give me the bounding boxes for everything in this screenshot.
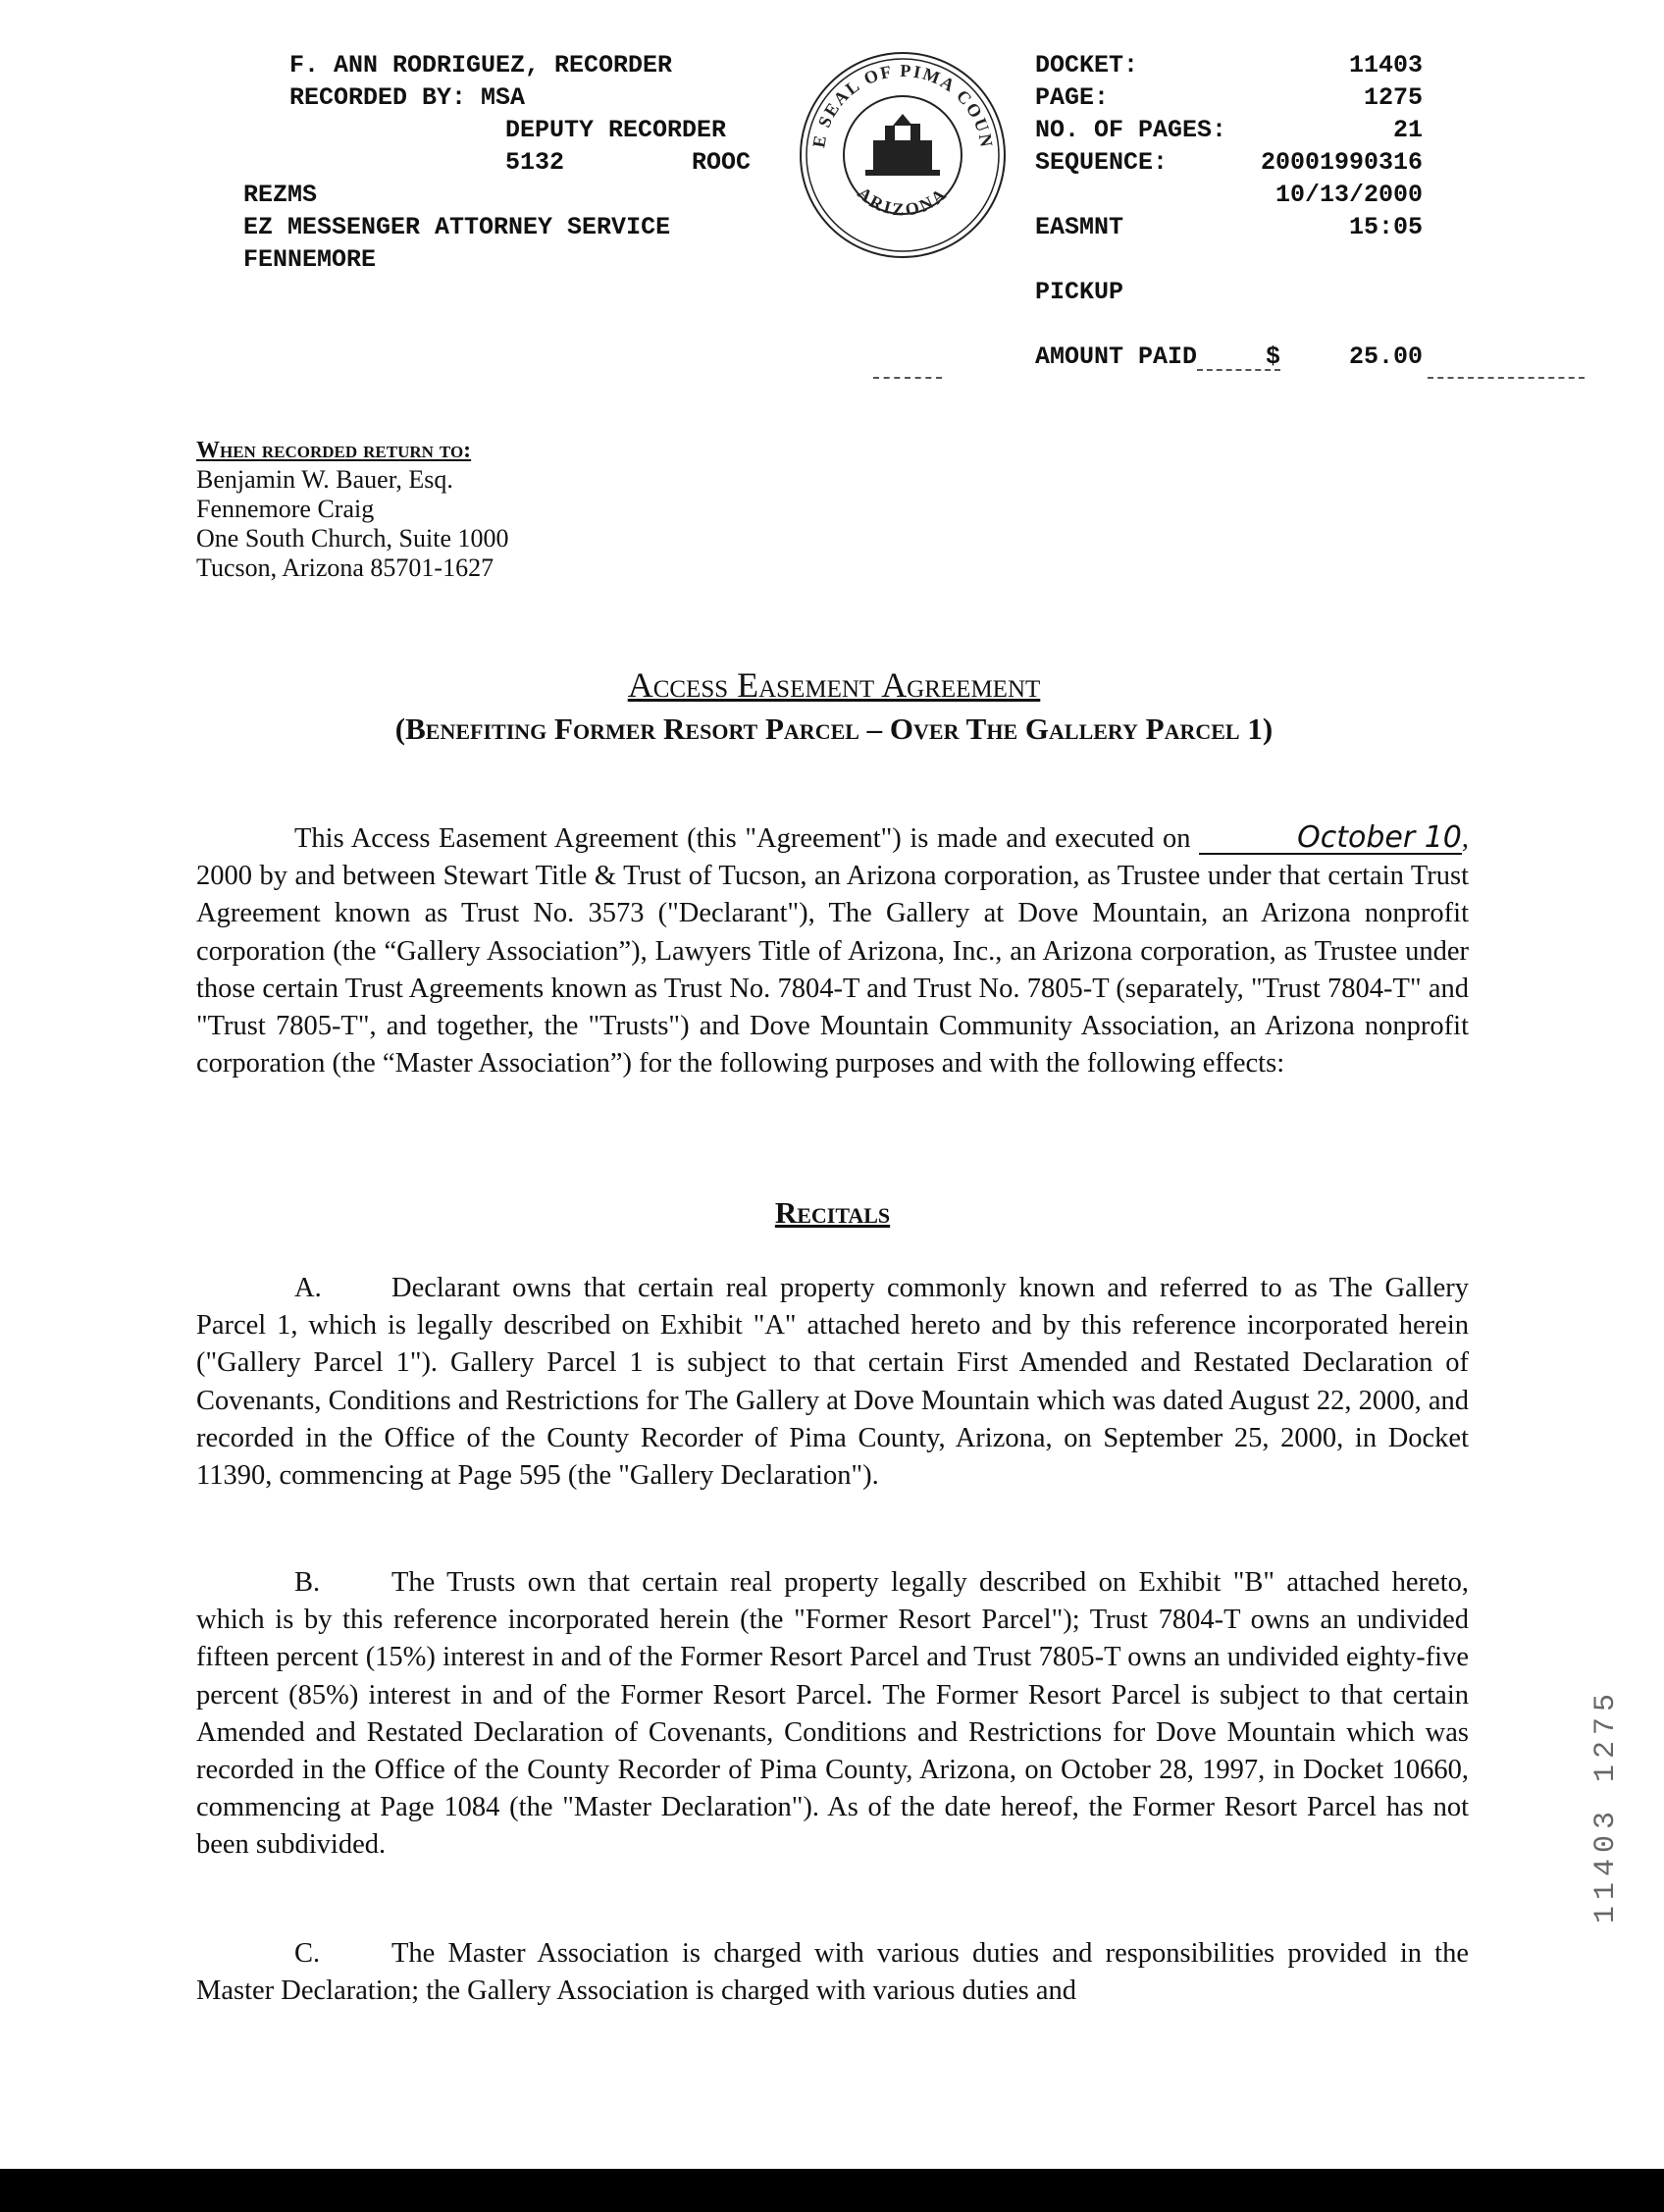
- pages-value: 21: [1392, 116, 1423, 144]
- scan-bottom-bar: [0, 2169, 1664, 2212]
- intro-paragraph: [196, 820, 1469, 1082]
- recorder-info: [289, 49, 751, 179]
- amount-label: AMOUNT PAID: [1035, 342, 1198, 371]
- recitals-heading: Recitals: [774, 1195, 891, 1230]
- recital-b-text: The Trusts own that certain real property legally described on Exhibit "B" attached hereto, which is by this reference incorporated herein (the "Former Resort Parcel"); Trust 7804-T owns an undivided fifteen percent (15%) interest in and of the Former Resort Parcel and Trust 7805-T owns an undivided eighty-five percent (85%) interest in and of the Former Resort Parcel. The Former Resort Parcel is subject to that certain Amended and Restated Declaration of Covenants, Conditions and Restrictions for Dove Mountain which was recorded in the Office of the County Recorder of Pima County, Arizona, on October 28, 1997, in Docket 10660, commencing at Page 1084 (the "Master Declaration"). As of the date hereof, the Former Resort Parcel has not been subdivided.: [196, 1567, 1469, 1861]
- docket-row: [1035, 49, 1423, 81]
- pickup-row: [1035, 276, 1423, 308]
- recital-a-label: A.: [294, 1273, 322, 1303]
- return-street: One South Church, Suite 1000: [196, 524, 509, 553]
- deputy-id: [289, 146, 751, 179]
- amount-currency: $: [1266, 342, 1281, 371]
- recital-c-label: C.: [294, 1938, 321, 1969]
- fennemore-label: FENNEMORE: [243, 245, 377, 274]
- intro-part2: , 2000 by and between Stewart Title & Trust of Tucson, an Arizona corporation, as Trustee under that certain Trust Agreement known as Trust No. 3573 ("Declarant"), The Gallery at Dove Mountain, an Arizona nonprofit corporation (the “Gallery Association”), Lawyers Title of Arizona, Inc., an Arizona corporation, as Trustee under those certain Trust Agreements known as Trust No. 7804-T and Trust No. 7805-T (separately, "Trust 7804-T" and "Trust 7805-T", and together, the "Trusts") and Dove Mountain Community Association, an Arizona nonprofit corporation (the “Master Association”) for the following purposes and with the following effects:: [196, 823, 1470, 1080]
- docket-value: 11403: [1348, 51, 1423, 79]
- intro-part1: This Access Easement Agreement (this "Agreement") is made and executed on: [294, 823, 1191, 854]
- messenger-label: EZ MESSENGER ATTORNEY SERVICE: [243, 213, 671, 241]
- recorded-time: 15:05: [1348, 213, 1423, 241]
- filer-info: [243, 179, 670, 276]
- pages-row: [1035, 114, 1423, 146]
- rezms-label: REZMS: [243, 181, 318, 209]
- pages-label: NO. OF PAGES:: [1035, 116, 1227, 144]
- page-value: 1275: [1363, 83, 1423, 112]
- title-subtitle: (Benefiting Former Resort Parcel – Over The Gallery Parcel 1): [394, 711, 1274, 746]
- date-row: [1035, 179, 1423, 211]
- deputy-code: ROOC: [691, 148, 751, 177]
- seal-bottom-text: ARIZONA: [854, 183, 952, 220]
- handwritten-date: October 10: [1199, 823, 1462, 855]
- return-city: Tucson, Arizona 85701-1627: [196, 553, 494, 582]
- return-address: [196, 436, 509, 583]
- recital-c-text: The Master Association is charged with various duties and responsibilities provided in the Master Declaration; the Gallery Association is charged with various duties and: [196, 1938, 1469, 2007]
- deputy-recorder: DEPUTY RECORDER: [505, 116, 727, 144]
- recorded-date: 10/13/2000: [1274, 181, 1423, 209]
- page-row: [1035, 81, 1423, 114]
- return-firm: Fennemore Craig: [196, 495, 375, 523]
- recorded-by: RECORDED BY: MSA: [289, 83, 526, 112]
- svg-text:ARIZONA: [854, 183, 952, 219]
- recorder-line: F. ANN RODRIGUEZ, RECORDER: [289, 51, 673, 79]
- recital-b-label: B.: [294, 1567, 321, 1598]
- easmnt-label: EASMNT: [1035, 213, 1124, 241]
- sequence-row: [1035, 146, 1423, 179]
- recital-a-text: Declarant owns that certain real property commonly known and referred to as The Gallery Parcel 1, which is legally described on Exhibit "A" attached hereto and by this reference incorporated herein ("Gallery Parcel 1"). Gallery Parcel 1 is subject to that certain First Amended and Restated Declaration of Covenants, Conditions and Restrictions for The Gallery at Dove Mountain which was dated August 22, 2000, and recorded in the Office of the County Recorder of Pima County, Arizona, on September 25, 2000, in Docket 11390, commencing at Page 595 (the "Gallery Declaration").: [196, 1273, 1469, 1492]
- return-name: Benjamin W. Bauer, Esq.: [196, 465, 453, 494]
- side-stamp: [1589, 1551, 1623, 1923]
- recital-b: [196, 1564, 1469, 1865]
- document-title: [196, 661, 1472, 750]
- recital-c: [196, 1935, 1469, 2010]
- sequence-value: 20001990316: [1260, 148, 1423, 177]
- seal-icon: [795, 47, 1011, 263]
- page-label: PAGE:: [1035, 83, 1110, 112]
- county-seal: [795, 47, 1011, 263]
- seal-top-text: E SEAL OF PIMA COUN: [808, 60, 997, 150]
- return-label: When recorded return to:: [196, 438, 472, 463]
- easmnt-row: [1035, 211, 1423, 243]
- deputy-number: 5132: [505, 148, 565, 177]
- recital-a: [196, 1270, 1469, 1495]
- title-main: Access Easement Agreement: [627, 665, 1041, 705]
- docket-info: [1035, 49, 1423, 373]
- pickup-label: PICKUP: [1035, 278, 1124, 306]
- amount-value: 25.00: [1348, 342, 1423, 371]
- side-stamp-text: 11403 1275: [1589, 1687, 1623, 1923]
- sequence-label: SEQUENCE:: [1035, 148, 1169, 177]
- docket-label: DOCKET:: [1035, 51, 1139, 79]
